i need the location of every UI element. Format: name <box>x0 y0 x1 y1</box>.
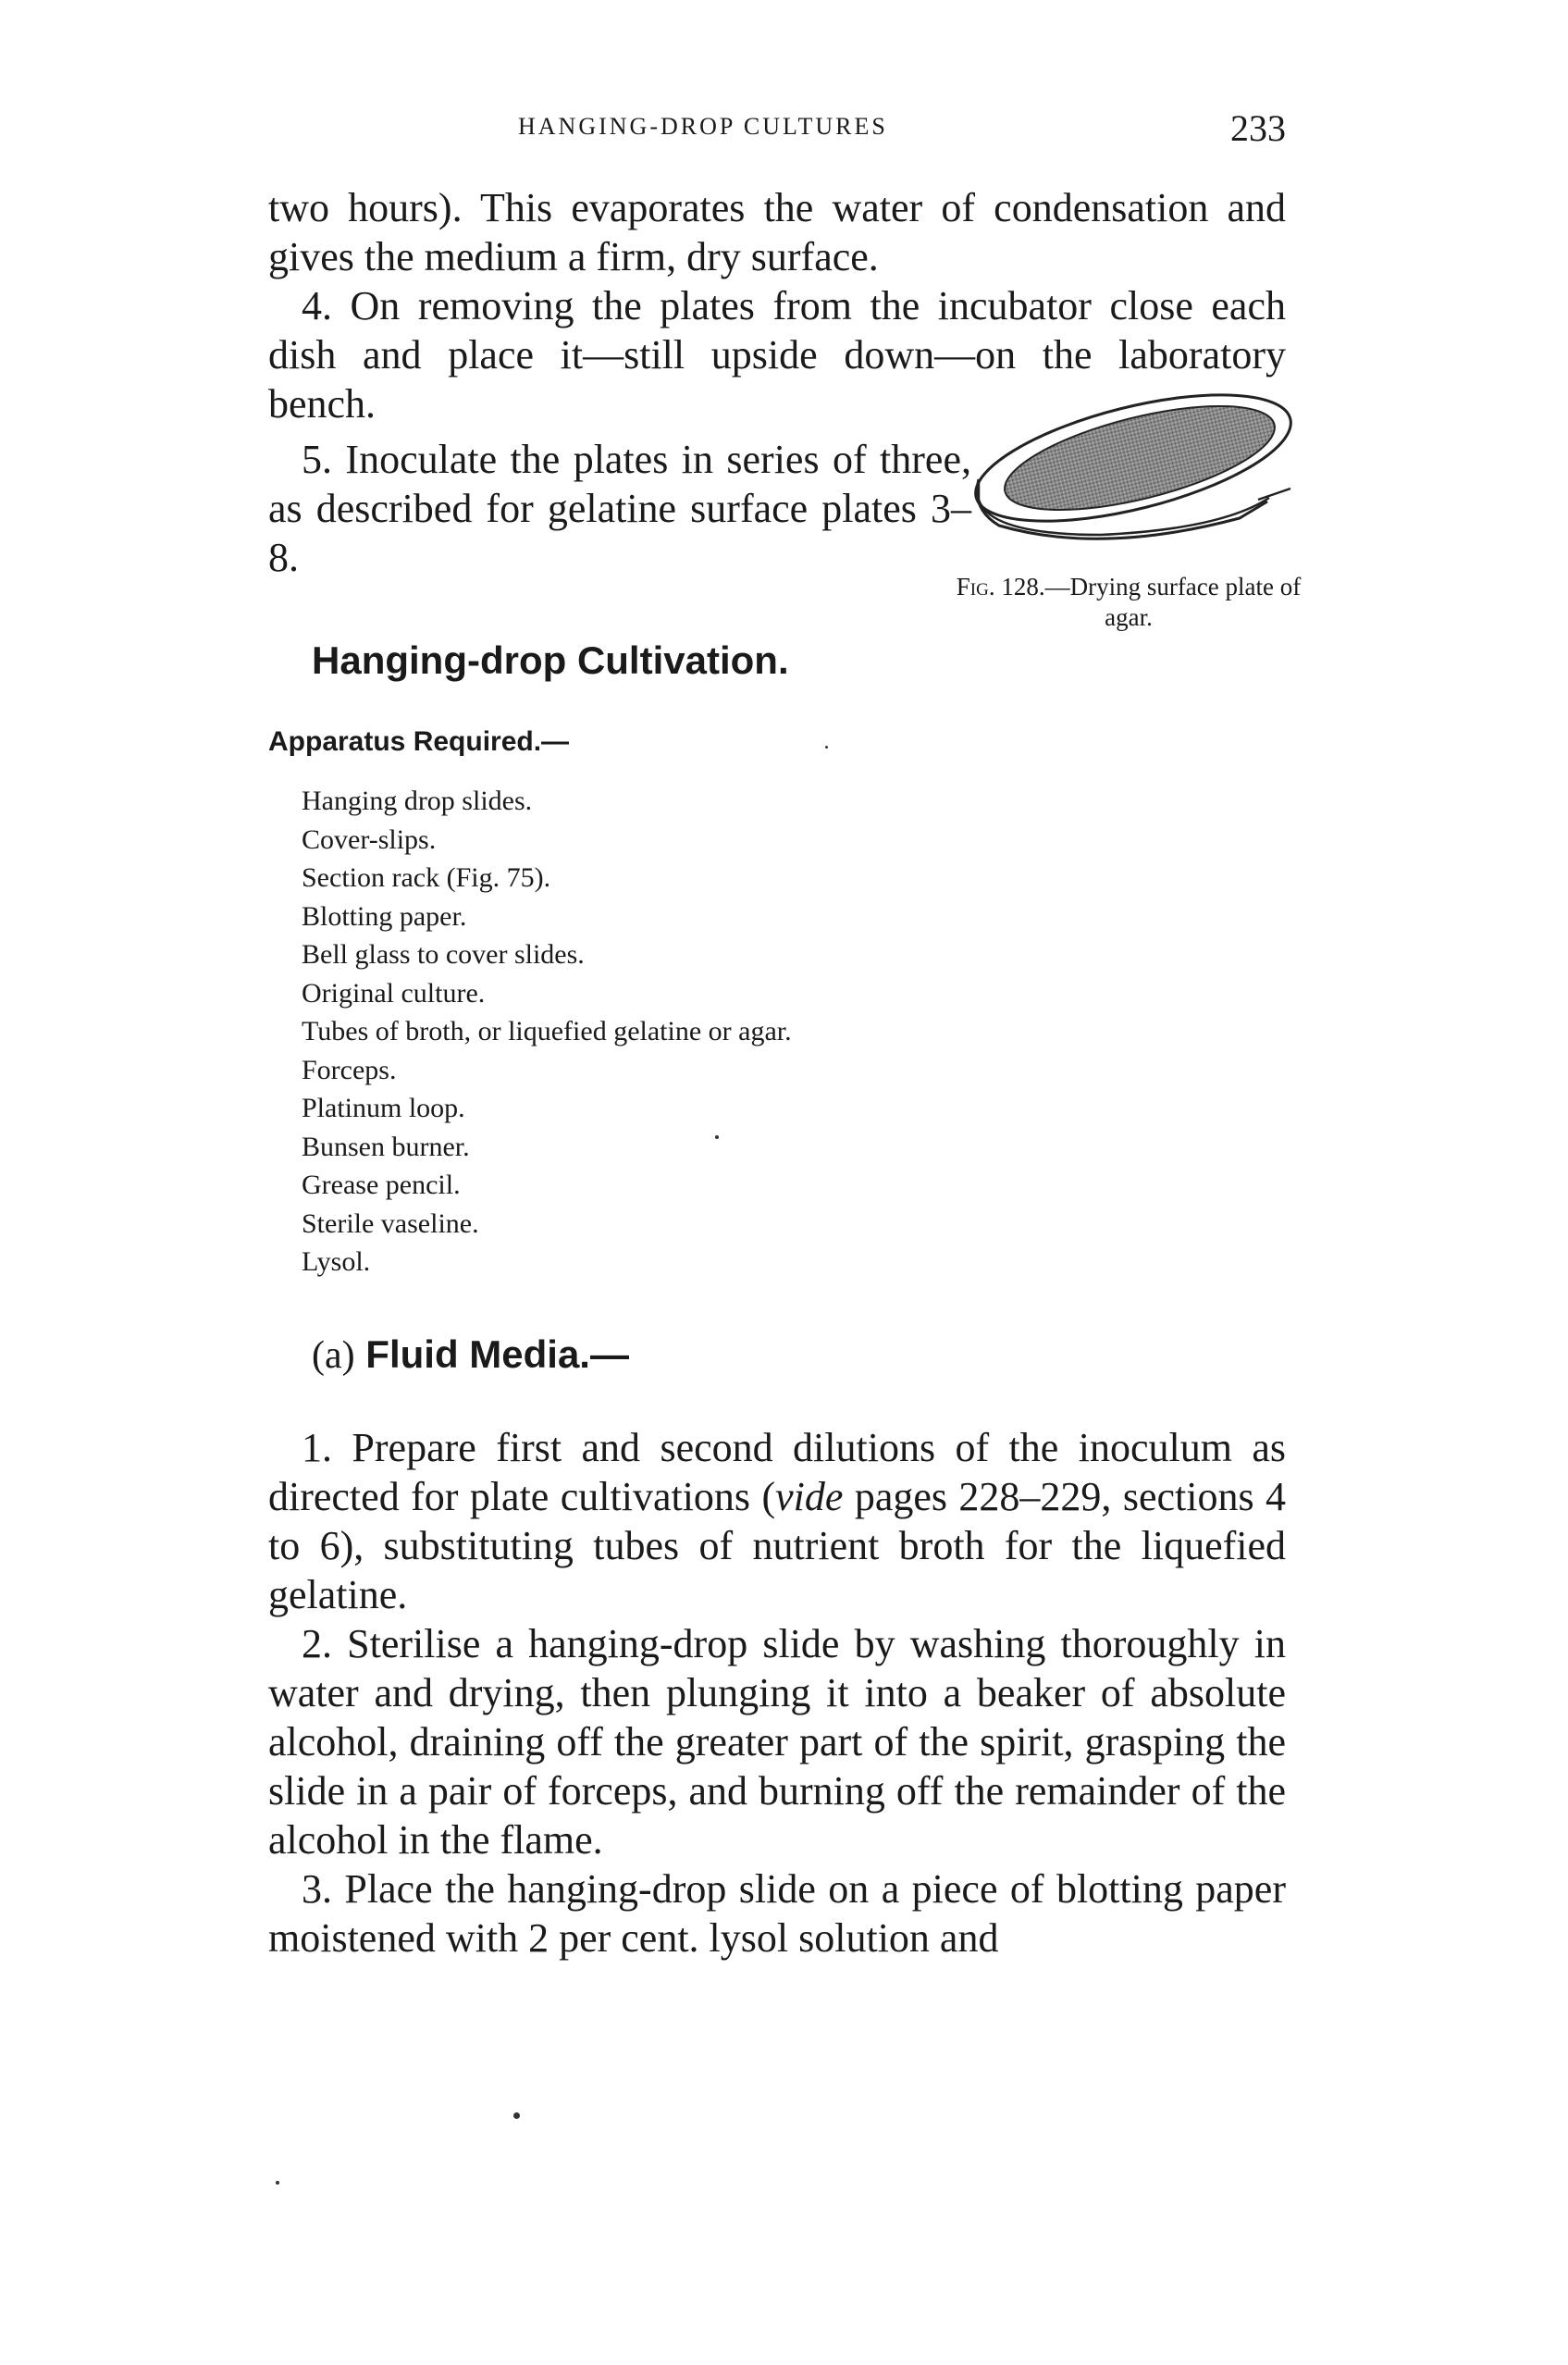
list-item: Bunsen burner. <box>302 1131 470 1162</box>
fluid-step-1-vide: vide <box>775 1474 844 1519</box>
figure-128 <box>956 370 1304 633</box>
list-item: Original culture. <box>302 977 486 1009</box>
speck <box>513 2112 520 2119</box>
step-5-paragraph: 5. Inoculate the plates in series of three, as described for gelatine surface plates 3–8. <box>268 437 971 580</box>
fluid-media-heading <box>312 1332 629 1378</box>
speck <box>276 2181 279 2185</box>
step-5-block <box>268 435 971 582</box>
list-item: Hanging drop slides. <box>302 786 533 816</box>
fluid-step-1 <box>268 1423 1286 1619</box>
fluid-step-1-a: 1. Prepare first and second dilutions of the inoculum as directed for plate cultivations ( <box>268 1425 1286 1519</box>
list-item: Grease pencil. <box>302 1170 461 1200</box>
page-number: 233 <box>1230 107 1286 149</box>
fluid-step-1-b: pages 228–229, sections 4 to 6), substituting tubes of nutrient broth for the liquefied gelatine. <box>268 1474 1286 1617</box>
running-head: HANGING-DROP CULTURES <box>518 113 888 140</box>
list-item: Bell glass to cover slides. <box>302 939 585 970</box>
figure-label: Fig. 128. <box>956 573 1045 601</box>
apparatus-heading: Apparatus Required.— <box>268 726 570 757</box>
step-4-text: 4. On removing the plates from the incubator close each dish and place it—still upside down—on the laboratory bench. <box>268 283 1286 427</box>
figure-caption-text: —Drying surface plate of agar. <box>1044 573 1302 631</box>
speck <box>715 1135 719 1139</box>
apparatus-list <box>302 782 792 1282</box>
fluid-media-text <box>268 1423 1286 1963</box>
list-item: Lysol. <box>302 1246 371 1277</box>
list-item: Sterile vaseline. <box>302 1207 479 1239</box>
fluid-step-3: 3. Place the hanging-drop slide on a piece of blotting paper moistened with 2 per cent. lysol solution and <box>268 1866 1286 1961</box>
list-item: Tubes of broth, or liquefied gelatine or agar. <box>302 1016 792 1046</box>
list-item: Section rack (Fig. 75). <box>302 862 551 893</box>
list-item: Blotting paper. <box>302 900 467 932</box>
figure-caption <box>944 572 1314 633</box>
speck <box>825 746 828 749</box>
fluid-step-2: 2. Sterilise a hanging-drop slide by washing thoroughly in water and drying, then plunging it into a beaker of absolute alcohol, draining off the greater part of the spirit, grasping the slide in a pair of forceps, and burning off the remainder of the alcohol in the flame. <box>268 1621 1286 1863</box>
list-item: Platinum loop. <box>302 1093 465 1123</box>
list-item: Forceps. <box>302 1054 397 1085</box>
fluid-media-title: Fluid Media.— <box>365 1332 629 1376</box>
intro-paragraph: two hours). This evaporates the water of condensation and gives the medium a firm, dry surface. <box>268 185 1286 279</box>
section-title: Hanging-drop Cultivation. <box>312 638 789 682</box>
list-item: Cover-slips. <box>302 823 437 855</box>
petri-dish-illustration <box>962 370 1304 555</box>
fluid-media-label: (a) <box>312 1334 355 1377</box>
